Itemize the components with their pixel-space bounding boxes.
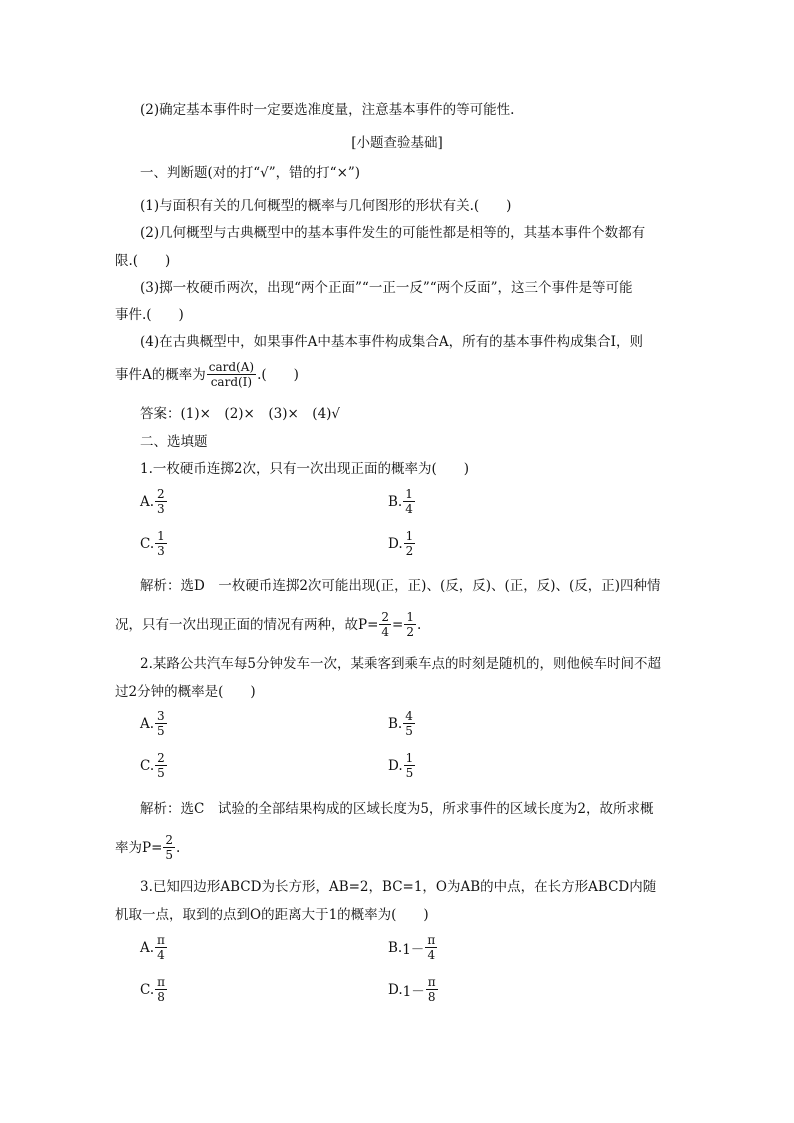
problem2-solution-line1: 解析：选C 试验的全部结果构成的区域长度为5，所求事件的区域长度为2，故所求概 [140,801,654,817]
problem3-stem-line2: 机取一点，取到的点到O的距离大于1的概率为( ) [115,907,429,923]
problem3-option-a[interactable]: A. $\frac{\pi}{4}$ [140,933,165,962]
problem2-stem-line1: 2.某路公共汽车每5分钟发车一次，某乘客到乘车点的时刻是随机的，则他候车时间不超 [140,656,661,672]
problem2-solution-line2: 率为P= $\frac{2}{5}$ . [115,833,181,862]
problem2-option-b[interactable]: B. $\frac{4}{5}$ [388,709,413,738]
problem1-option-d[interactable]: D. $\frac{1}{2}$ [388,529,414,558]
judge-q3-line2: 事件.( ) [115,307,184,323]
q4-denominator: card(I) [210,375,253,389]
problem1-option-a[interactable]: A. $\frac{2}{3}$ [140,487,165,516]
problem1-stem: 1.一枚硬币连掷2次，只有一次出现正面的概率为( ) [140,461,470,477]
q4-numerator: card(A) [208,360,255,374]
note-2: (2)确定基本事件时一定要选准度量，注意基本事件的等可能性. [140,102,515,118]
part2-heading: 二、选填题 [140,434,208,450]
judge-q2-line2: 限.( ) [115,253,171,269]
problem3-stem-line1: 3.已知四边形ABCD为长方形，AB=2，BC=1，O为AB的中点，在长方形ABCD内随 [140,879,657,895]
problem1-solution-line2: 况，只有一次出现正面的情况有两种，故P= $\frac{2}{4}$ = $\frac{1}{2}$ . [115,610,422,639]
q4-fraction [207,360,256,389]
section-title: [小题查验基础] [351,135,443,151]
problem3-option-b[interactable]: B. 1－ $\frac{\pi}{4}$ [388,933,436,962]
q4-suffix: .( ) [257,366,299,383]
judge-q2-line1: (2)几何概型与古典概型中的基本事件发生的可能性都是相等的，其基本事件个数都有 [140,225,646,241]
problem2-stem-line2: 过2分钟的概率是( ) [115,684,256,700]
problem3-option-c[interactable]: C. $\frac{\pi}{8}$ [140,975,166,1004]
problem2-option-d[interactable]: D. $\frac{1}{5}$ [388,751,414,780]
problem1-option-b[interactable]: B. $\frac{1}{4}$ [388,487,413,516]
problem3-option-d[interactable]: D. 1－ $\frac{\pi}{8}$ [388,975,436,1004]
q4-prefix: 事件A的概率为 [115,366,206,383]
judge-q4-line2 [115,360,299,389]
problem1-solution-line1: 解析：选D 一枚硬币连掷2次可能出现(正，正)、(反，反)、(正，反)、(反，正)四种情 [140,578,661,594]
judge-q1: (1)与面积有关的几何概型的概率与几何图形的形状有关.( ) [140,198,512,214]
problem2-option-a[interactable]: A. $\frac{3}{5}$ [140,709,165,738]
problem1-option-c[interactable]: C. $\frac{1}{3}$ [140,529,165,558]
judge-q4-line1: (4)在古典概型中，如果事件A中基本事件构成集合A，所有的基本事件构成集合I，则 [140,334,643,350]
problem2-option-c[interactable]: C. $\frac{2}{5}$ [140,751,165,780]
judge-q3-line1: (3)掷一枚硬币两次，出现“两个正面”“一正一反”“两个反面”，这三个事件是等可能 [140,280,633,296]
judge-answer: 答案：(1)× (2)× (3)× (4)√ [140,406,341,422]
part1-heading: 一、判断题(对的打“√”，错的打“×”) [140,165,361,181]
